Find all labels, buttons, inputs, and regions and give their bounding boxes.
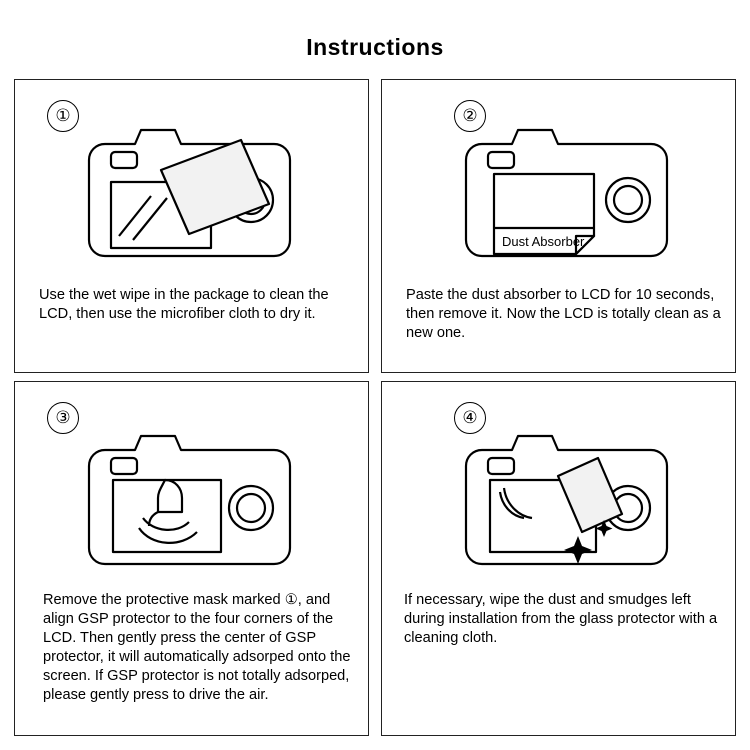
instruction-panel-4 <box>381 381 736 736</box>
step-2-illustration <box>382 104 735 284</box>
dust-absorber-label: Dust Absorber <box>502 234 585 249</box>
step-number-4: ④ <box>454 402 486 434</box>
instruction-panel-2 <box>381 79 736 373</box>
page-title: Instructions <box>306 34 444 60</box>
step-number-1: ① <box>47 100 79 132</box>
step-1-caption: Use the wet wipe in the package to clean the LCD, then use the microfiber cloth to dry it. <box>39 287 329 322</box>
step-1-illustration <box>15 104 368 284</box>
step-number-3: ③ <box>47 402 79 434</box>
step-3-illustration <box>15 410 368 595</box>
step-4-illustration <box>382 410 735 595</box>
step-4-caption: If necessary, wipe the dust and smudges left during installation from the glass protector with a cleaning cloth. <box>404 592 718 646</box>
step-number-2: ② <box>454 100 486 132</box>
instruction-panel-1 <box>14 79 369 373</box>
step-3-caption: Remove the protective mask marked ①, and align GSP protector to the four corners of the LCD. Then gently press the center of GSP protector, it will automatically adsorped onto the screen. If GSP protector is not totally adsorped, please gently press to drive the air. <box>43 592 351 703</box>
instruction-panel-3 <box>14 381 369 736</box>
step-2-caption: Paste the dust absorber to LCD for 10 seconds, then remove it. Now the LCD is totally clean as a new one. <box>406 287 721 341</box>
